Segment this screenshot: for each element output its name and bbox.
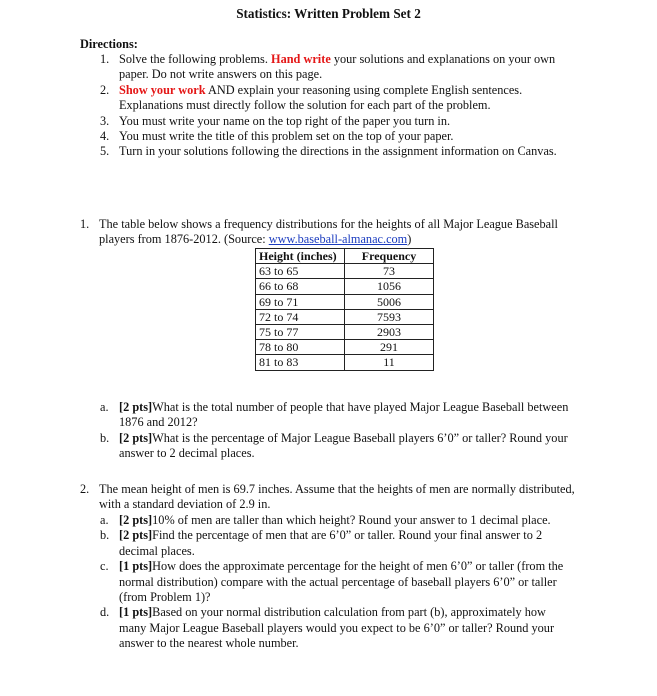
direction-text: AND explain your reasoning using complete English sentences. Explanations must directly follow the solution for each part of the problem.: [119, 82, 523, 113]
problem-part: [100, 513, 570, 528]
table-cell: 11: [345, 355, 434, 370]
table-cell: 2903: [345, 325, 434, 340]
points-label: [2 pts]: [119, 513, 153, 527]
page-title: Statistics: Written Problem Set 2: [236, 6, 421, 21]
table-row: [256, 355, 434, 370]
points-label: [2 pts]: [119, 430, 153, 445]
table-cell: 73: [345, 264, 434, 279]
table-cell: 7593: [345, 309, 434, 324]
problem-part: [100, 400, 570, 431]
problem-1: [80, 217, 580, 248]
table-row: [256, 325, 434, 340]
points-label: [2 pts]: [119, 528, 153, 543]
part-label: b.: [100, 528, 110, 543]
problem-2-parts: [100, 513, 570, 652]
direction-emphasis: Hand write: [271, 52, 331, 66]
table-row: [256, 294, 434, 309]
table-cell: 63 to 65: [256, 264, 345, 279]
table-header-row: [256, 249, 434, 264]
problem-1-parts: [100, 400, 570, 462]
table-row: [256, 309, 434, 324]
points-label: [1 pts]: [119, 559, 153, 574]
direction-item: [100, 129, 580, 144]
direction-item: [100, 52, 580, 83]
table-row: [256, 340, 434, 355]
direction-item: [100, 83, 580, 114]
table-header: Frequency: [345, 249, 434, 264]
table-cell: 78 to 80: [256, 340, 345, 355]
directions-list: [100, 52, 580, 160]
problem-1-intro-end: ): [407, 232, 412, 247]
problem-number: 1.: [80, 217, 90, 231]
direction-item: [100, 114, 580, 129]
table-cell: 69 to 71: [256, 294, 345, 309]
source-link[interactable]: www.baseball-almanac.com: [268, 232, 408, 247]
points-label: [1 pts]: [119, 605, 153, 620]
direction-number: 4.: [100, 129, 110, 144]
direction-number: 5.: [100, 144, 110, 159]
problem-1-text: [99, 217, 580, 248]
table-row: [256, 264, 434, 279]
table-cell: 1056: [345, 279, 434, 294]
part-text: Find the percentage of men that are 6’0” or taller. Round your final answer to 2 decimal places.: [119, 528, 543, 558]
problem-part: [100, 605, 570, 651]
direction-text: You must write your name on the top right of the paper you turn in.: [119, 113, 451, 128]
table-cell: 72 to 74: [256, 309, 345, 324]
part-label: b.: [100, 430, 110, 445]
problem-2: [80, 482, 580, 513]
table-cell: 81 to 83: [256, 355, 345, 370]
direction-number: 3.: [100, 113, 110, 128]
direction-text: Turn in your solutions following the directions in the assignment information on Canvas.: [119, 144, 557, 159]
part-label: d.: [100, 605, 110, 620]
problem-part: [100, 528, 570, 559]
part-text: 10% of men are taller than which height? Round your answer to 1 decimal place.: [152, 513, 551, 527]
table-cell: 291: [345, 340, 434, 355]
direction-number: 2.: [100, 82, 110, 97]
table-cell: 66 to 68: [256, 279, 345, 294]
direction-text: your solutions and explanations on your own paper. Do not write answers on this page.: [119, 52, 556, 82]
direction-emphasis: Show your work: [119, 82, 206, 97]
part-label: c.: [100, 559, 109, 574]
direction-text: Solve the following problems.: [119, 52, 271, 66]
direction-number: 1.: [100, 52, 110, 66]
directions-heading: Directions:: [80, 37, 138, 51]
table-header: Height (inches): [256, 249, 345, 264]
problem-2-text: The mean height of men is 69.7 inches. Assume that the heights of men are normally distributed, with a standard deviation of 2.9 in.: [99, 482, 575, 512]
part-label: a.: [100, 513, 109, 527]
direction-item: [100, 144, 580, 159]
part-text: How does the approximate percentage for the height of men 6’0” or taller (from the normal distribution) compare with the actual percentage of baseball players 6’0” or taller (from Problem 1)?: [119, 559, 564, 605]
table-cell: 5006: [345, 294, 434, 309]
problem-part: [100, 431, 570, 462]
part-text: Based on your normal distribution calculation from part (b), approximately how many Major League Baseball players would you expect to be 6’0” or taller? Round your answer to the nearest whole number.: [119, 605, 555, 651]
frequency-table: [255, 248, 434, 371]
problem-1-intro: The table below shows a frequency distributions for the heights of all Major League Baseball players from 1876-2012. (Source:: [99, 217, 558, 247]
table-cell: 75 to 77: [256, 325, 345, 340]
table-row: [256, 279, 434, 294]
problem-part: [100, 559, 570, 605]
problem-number: 2.: [80, 482, 90, 496]
points-label: [2 pts]: [119, 400, 153, 414]
part-label: a.: [100, 400, 109, 414]
part-text: What is the total number of people that have played Major League Baseball between 1876 and 2012?: [119, 400, 569, 430]
part-text: What is the percentage of Major League Baseball players 6’0” or taller? Round your answer to 2 decimal places.: [119, 430, 568, 461]
direction-text: You must write the title of this problem set on the top of your paper.: [119, 129, 454, 144]
